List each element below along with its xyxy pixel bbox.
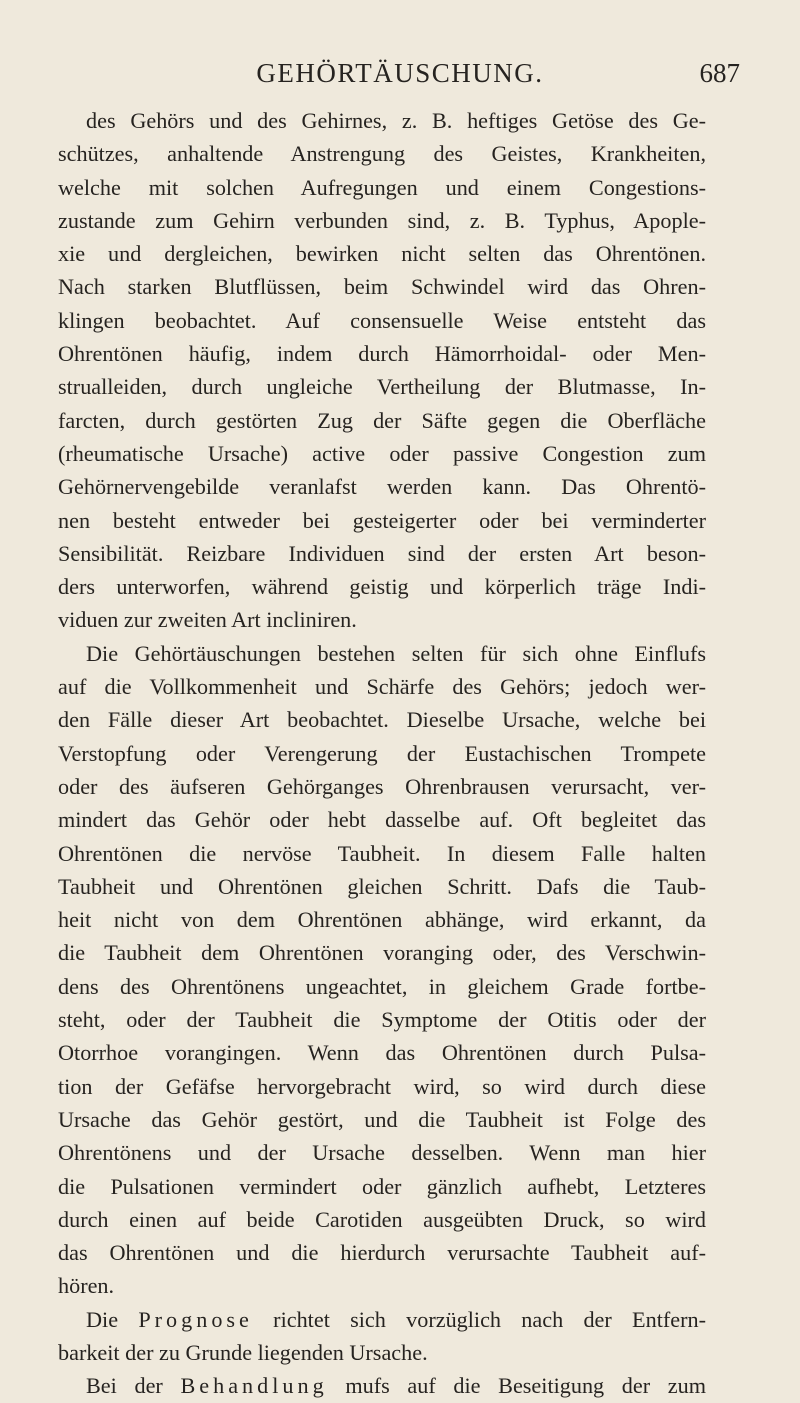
text-line: zustande zum Gehirn verbunden sind, z. B. Typhus, Apople- (58, 207, 706, 233)
text-line: tion der Gefäfse hervorgebracht wird, so wird durch diese (58, 1073, 706, 1099)
text-line: viduen zur zweiten Art incliniren. (58, 607, 357, 633)
text-line: farcten, durch gestörten Zug der Säfte gegen die Oberfläche (58, 407, 706, 433)
paragraph-1 (58, 104, 706, 637)
page-header (50, 58, 750, 98)
text-line: heit nicht von dem Ohrentönen abhänge, wird erkannt, da (58, 907, 706, 933)
text-line: xie und dergleichen, bewirken nicht selten das Ohrentönen. (58, 241, 706, 267)
text-line: barkeit der zu Grunde liegenden Ursache. (58, 1339, 428, 1365)
running-title: GEHÖRTÄUSCHUNG. (256, 58, 544, 88)
text-line: schützes, anhaltende Anstrengung des Geistes, Krankheiten, (58, 141, 706, 167)
text-line: Die Prognose richtet sich vorzüglich nach der Entfern- (86, 1306, 706, 1332)
text-line: steht, oder der Taubheit die Symptome der Otitis oder der (58, 1007, 706, 1033)
text-line: Ursache das Gehör gestört, und die Taubheit ist Folge des (58, 1106, 706, 1132)
text-line: Die Gehörtäuschungen bestehen selten für sich ohne Einflufs (86, 640, 706, 666)
body-text (58, 104, 706, 1403)
text-line: Sensibilität. Reizbare Individuen sind der ersten Art beson- (58, 540, 706, 566)
text-line: hören. (58, 1273, 115, 1299)
text-line: den Fälle dieser Art beobachtet. Dieselbe Ursache, welche bei (58, 707, 706, 733)
paragraph-prognose (58, 1303, 706, 1370)
text-line: Bei der Behandlung mufs auf die Beseitigung der zum (86, 1373, 706, 1399)
text-line: welche mit solchen Aufregungen und einem Congestions- (58, 174, 706, 200)
spaced-term: Behandlung (180, 1373, 328, 1399)
text-line: Verstopfung oder Verengerung der Eustachischen Trompete (58, 740, 706, 766)
text-line: die Taubheit dem Ohrentönen voranging oder, des Verschwin- (58, 940, 706, 966)
spaced-term: Prognose (138, 1306, 253, 1332)
text-line: durch einen auf beide Carotiden ausgeübten Druck, so wird (58, 1206, 706, 1232)
paragraph-behandlung (58, 1369, 706, 1402)
text-line: Ohrentönen die nervöse Taubheit. In diesem Falle halten (58, 840, 706, 866)
text-line: das Ohrentönen und die hierdurch verursachte Taubheit auf- (58, 1240, 706, 1266)
text-line: oder des äufseren Gehörganges Ohrenbrausen verursacht, ver- (58, 773, 706, 799)
text-line: Gehörnervengebilde veranlafst werden kann. Das Ohrentö- (58, 474, 706, 500)
text-line: strualleiden, durch ungleiche Vertheilung der Blutmasse, In- (58, 374, 706, 400)
text-line: des Gehörs und des Gehirnes, z. B. heftiges Getöse des Ge- (86, 108, 706, 133)
text-line: Nach starken Blutflüssen, beim Schwindel wird das Ohren- (58, 274, 706, 300)
text-line: auf die Vollkommenheit und Schärfe des Gehörs; jedoch wer- (58, 674, 706, 700)
text-line: dens des Ohrentönens ungeachtet, in gleichem Grade fortbe- (58, 973, 706, 999)
text-line: nen besteht entweder bei gesteigerter oder bei verminderter (58, 507, 706, 533)
text-line: (rheumatische Ursache) active oder passive Congestion zum (58, 440, 706, 466)
text-line: Taubheit und Ohrentönen gleichen Schritt. Dafs die Taub- (58, 873, 706, 899)
text-line: Ohrentönen häufig, indem durch Hämorrhoidal- oder Men- (58, 341, 706, 367)
paragraph-2 (58, 637, 706, 1303)
text-line: die Pulsationen vermindert oder gänzlich aufhebt, Letzteres (58, 1173, 706, 1199)
text-line: ders unterworfen, während geistig und körperlich träge Indi- (58, 574, 706, 600)
page-number: 687 (699, 58, 740, 88)
text-line: Otorrhoe vorangingen. Wenn das Ohrentönen durch Pulsa- (58, 1040, 706, 1066)
text-line: Ohrentönens und der Ursache desselben. Wenn man hier (58, 1140, 706, 1166)
text-line: mindert das Gehör oder hebt dasselbe auf. Oft begleitet das (58, 807, 706, 833)
text-line: klingen beobachtet. Auf consensuelle Weise entsteht das (58, 307, 706, 333)
